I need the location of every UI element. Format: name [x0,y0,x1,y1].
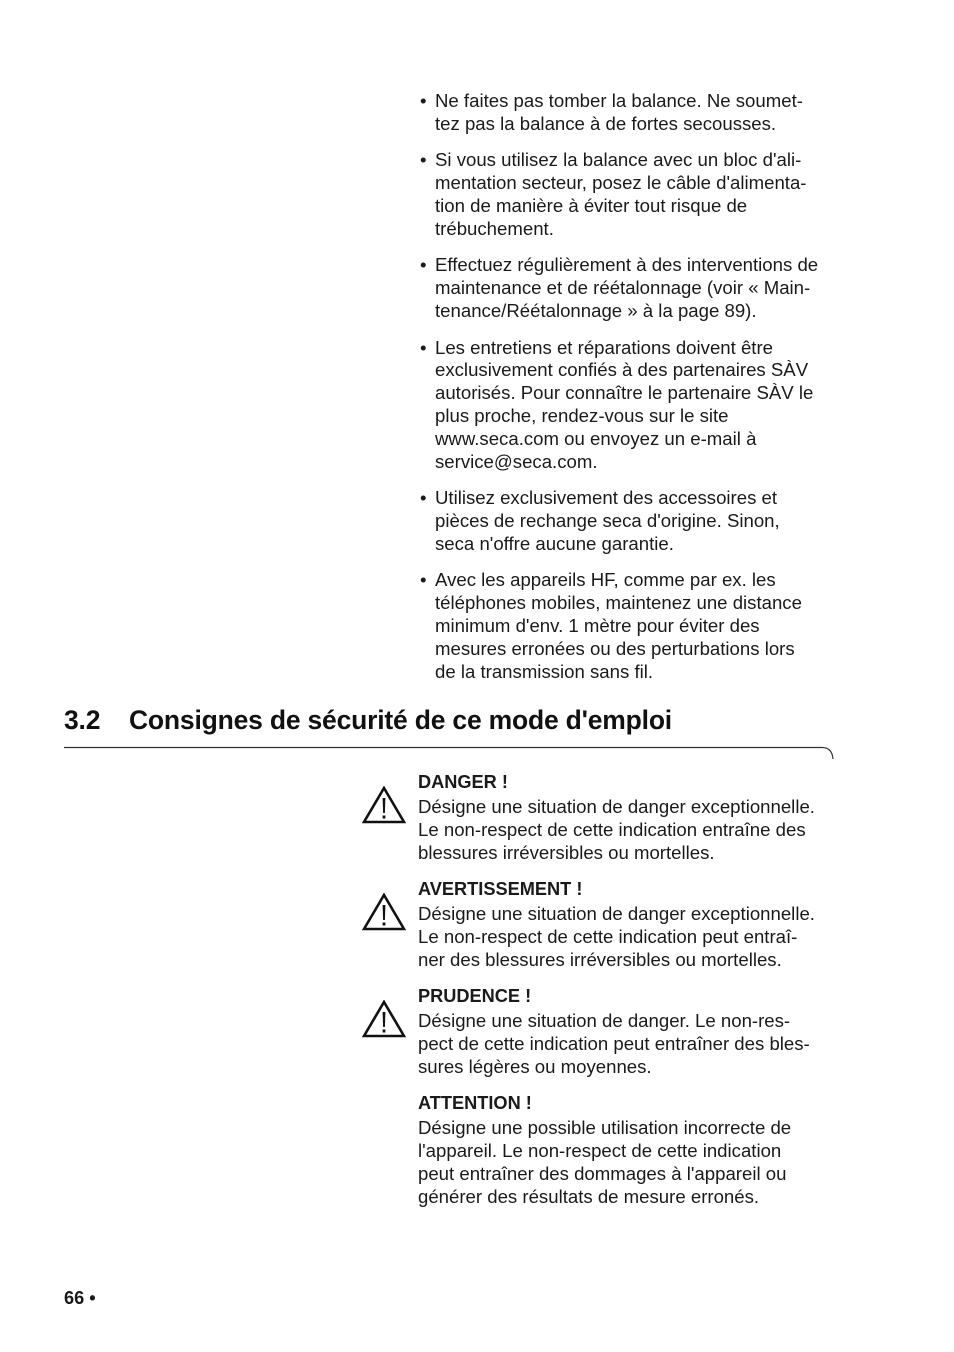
section-divider [64,746,836,762]
section-number: 3.2 [64,705,101,735]
notice-description: Désigne une possible utilisation incorrecte de l'appareil. Le non-respect de cette indication peut entraîner des dommages à l'appareil ou générer des résultats de mesure erronés. [418,1117,792,1207]
bullet-dot: • [420,336,427,358]
bullet-item [420,487,840,555]
bullet-dot: • [420,254,427,276]
page-footer [64,1288,96,1309]
bullet-text: Effectuez régulièrement à des interventions de maintenance et de réétalonnage (voir « Main- tenance/Réétalonnage » à la page 89). [435,254,819,321]
notice-heading: AVERTISSEMENT ! [418,879,583,899]
warning-triangle-icon [362,893,406,931]
bullet-text: Les entretiens et réparations doivent être exclusivement confiés à des partenaires SÀV autorisés. Pour connaître le partenaire SÀV le plus proche, rendez-vous sur le site www.seca.com ou envoyez un e-mail à service@seca.com. [435,336,814,472]
notice-heading: PRUDENCE ! [418,986,532,1006]
bullet-item [420,337,840,474]
section-heading [64,705,672,736]
notice-description: Désigne une situation de danger. Le non-res- pect de cette indication peut entraîner des bles- sures légères ou moyennes. [418,1010,810,1077]
bullet-text: Avec les appareils HF, comme par ex. les téléphones mobiles, maintenez une distance minimum d'env. 1 mètre pour éviter des mesures erronées ou des perturbations lors de la transmission sans fil. [435,569,802,682]
bullet-text: Ne faites pas tomber la balance. Ne soumet- tez pas la balance à de fortes secousses. [435,90,803,134]
warning-triangle-icon [362,1000,406,1038]
notice-description: Désigne une situation de danger exceptionnelle. Le non-respect de cette indication peut entraî- ner des blessures irréversibles ou mortelles. [418,903,815,970]
section-title: Consignes de sécurité de ce mode d'emploi [129,705,672,735]
bullet-item [420,569,840,683]
bullet-text: Utilisez exclusivement des accessoires et pièces de rechange seca d'origine. Sinon, seca n'offre aucune garantie. [435,487,780,554]
bullet-item [420,90,840,136]
safety-bullet-list [420,90,840,697]
warning-triangle-icon [362,786,406,824]
notice-heading: ATTENTION ! [418,1093,532,1113]
footer-bullet: • [89,1288,96,1308]
page-number: 66 [64,1288,85,1308]
bullet-dot: • [420,569,427,591]
bullet-dot: • [420,90,427,111]
bullet-item [420,254,840,322]
bullet-dot: • [420,487,427,509]
notice-heading: DANGER ! [418,772,508,792]
notice-description: Désigne une situation de danger exceptionnelle. Le non-respect de cette indication entraîne des blessures irréversibles ou mortelles. [418,796,815,863]
bullet-text: Si vous utilisez la balance avec un bloc d'ali- mentation secteur, posez le câble d'alimenta- tion de manière à éviter tout risque de trébuchement. [435,149,807,239]
bullet-item [420,149,840,240]
bullet-dot: • [420,149,427,171]
